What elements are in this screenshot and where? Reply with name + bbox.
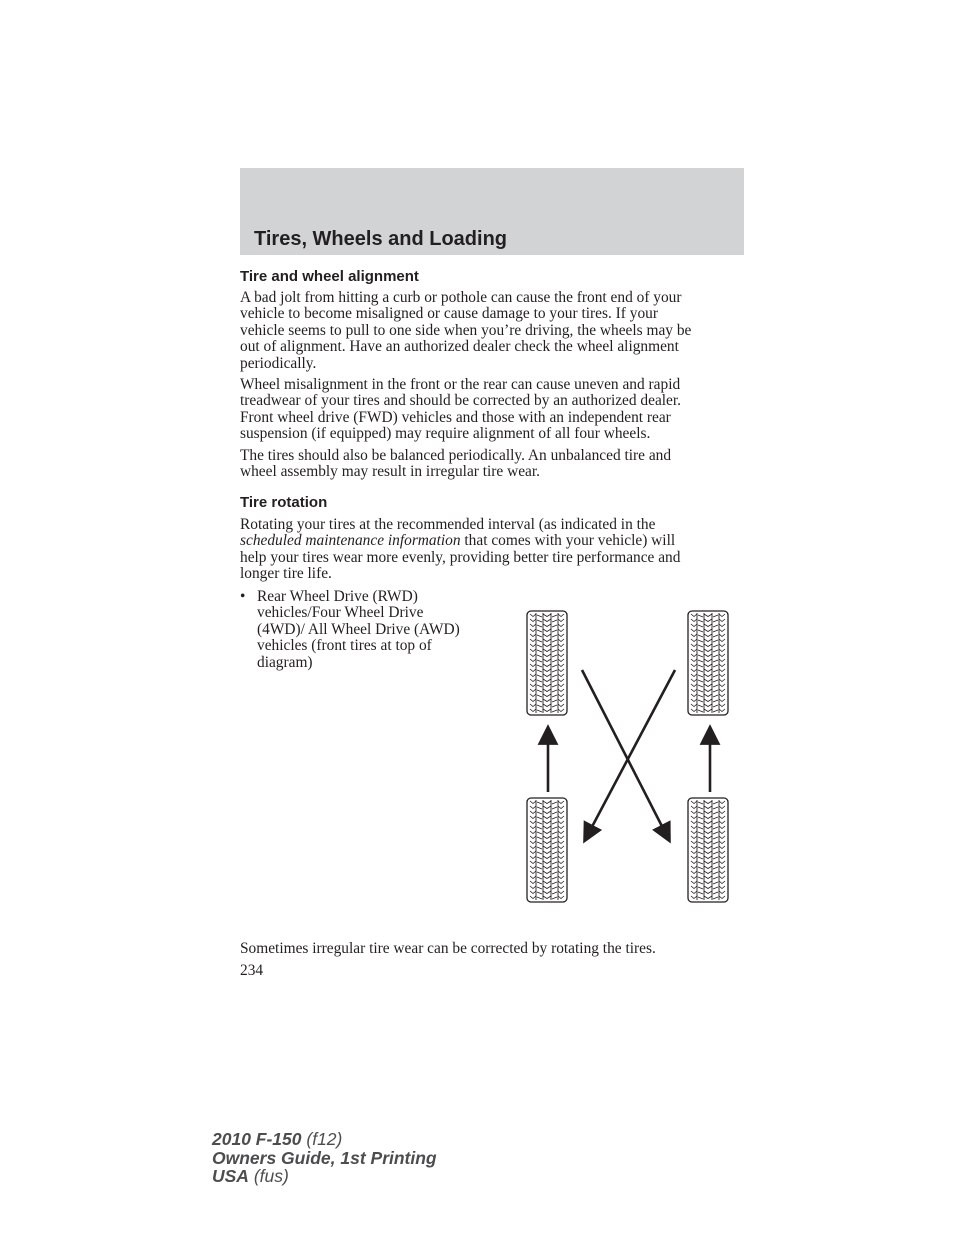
text-line: treadwear of your tires and should be corrected by an authorized dealer. [240,392,682,410]
footer-model-code: (f12) [301,1129,343,1149]
page-number: 234 [240,962,264,979]
section-title: Tires, Wheels and Loading [254,228,508,250]
text-line: (4WD)/ All Wheel Drive (AWD) [257,620,460,638]
text-line: help your tires wear more evenly, providing better tire performance and [240,548,681,566]
bullet-icon: • [240,588,246,605]
rotation-arrow-3 [582,670,669,840]
text-line: Sometimes irregular tire wear can be corrected by rotating the tires. [240,940,656,957]
text-line: A bad jolt from hitting a curb or pothole can cause the front end of your [240,289,682,306]
text-line: vehicles/Four Wheel Drive [257,604,424,622]
text-line: The tires should also be balanced periodically. An unbalanced tire and [240,447,672,464]
text-line: diagram) [257,653,313,671]
text-line: Rotating your tires at the recommended interval (as indicated in the [240,516,656,533]
footer-market: USA [212,1166,249,1186]
text-line: vehicle to become misaligned or cause damage to your tires. If your [240,305,658,323]
text-line: Wheel misalignment in the front or the rear can cause uneven and rapid [240,376,681,393]
footer-guide: Owners Guide, 1st Printing [212,1147,437,1168]
tire-rear-left-icon [527,798,567,902]
text-line [240,533,744,549]
text-line: vehicle seems to pull to one side when you’re driving, the wheels may be [240,321,692,339]
footer-model: 2010 F-150 [212,1129,302,1149]
text-line: longer tire life. [240,565,332,583]
tire-rear-right-icon [688,798,728,902]
footer-model-line [212,1130,437,1149]
tire-front-right-icon [688,611,728,715]
bullet-text [257,589,460,671]
rotation-heading: Tire rotation [240,494,328,511]
text-fragment: that comes with your vehicle) will [460,532,676,550]
text-line: out of alignment. Have an authorized dealer check the wheel alignment [240,338,679,356]
alignment-paragraph-2 [240,377,744,443]
footer [212,1130,437,1186]
text-line: Front wheel drive (FWD) vehicles and those with an independent rear [240,408,671,426]
alignment-heading: Tire and wheel alignment [240,268,419,285]
text-line: Rear Wheel Drive (RWD) [257,588,418,605]
rotation-paragraph [240,517,744,583]
closing-sentence [240,941,744,957]
schedule-reference: scheduled maintenance information [240,532,461,550]
tire-rotation-diagram [510,600,740,910]
text-line: vehicles (front tires at top of [257,637,432,655]
alignment-paragraph-3 [240,448,744,481]
text-line: wheel assembly may result in irregular tire wear. [240,463,541,481]
tire-front-left-icon [527,611,567,715]
alignment-paragraph-1 [240,290,744,372]
footer-market-line [212,1167,437,1186]
text-line: periodically. [240,354,317,372]
text-line: suspension (if equipped) may require alignment of all four wheels. [240,425,651,443]
rotation-arrow-4 [585,670,675,840]
footer-market-code: (fus) [248,1166,289,1186]
